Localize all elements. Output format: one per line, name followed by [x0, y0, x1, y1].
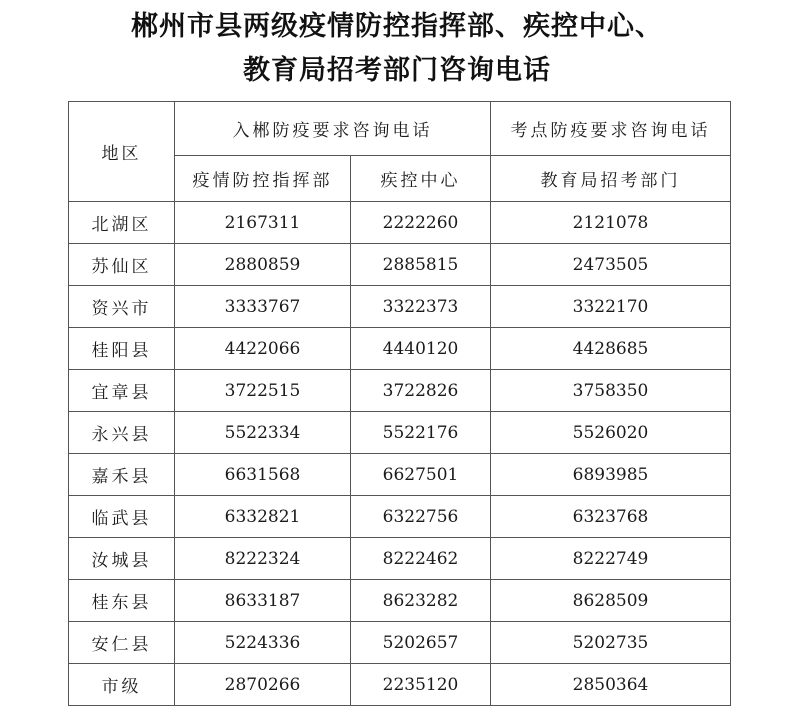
cdc-phone: 6627501 — [351, 454, 491, 496]
region-cell: 桂东县 — [69, 580, 175, 622]
command-center-phone: 2870266 — [175, 664, 351, 706]
cdc-phone: 8623282 — [351, 580, 491, 622]
table-row — [69, 496, 731, 538]
command-center-phone: 4422066 — [175, 328, 351, 370]
table-row — [69, 286, 731, 328]
cdc-phone: 3322373 — [351, 286, 491, 328]
region-cell: 市级 — [69, 664, 175, 706]
command-center-phone: 2880859 — [175, 244, 351, 286]
cdc-phone: 5202657 — [351, 622, 491, 664]
cdc-phone: 6322756 — [351, 496, 491, 538]
region-cell: 苏仙区 — [69, 244, 175, 286]
header-region: 地区 — [69, 102, 175, 202]
region-cell: 桂阳县 — [69, 328, 175, 370]
table-row — [69, 370, 731, 412]
education-bureau-phone: 2473505 — [491, 244, 731, 286]
table-row — [69, 580, 731, 622]
region-cell: 汝城县 — [69, 538, 175, 580]
command-center-phone: 2167311 — [175, 202, 351, 244]
region-cell: 资兴市 — [69, 286, 175, 328]
region-cell: 安仁县 — [69, 622, 175, 664]
table-row — [69, 454, 731, 496]
cdc-phone: 3722826 — [351, 370, 491, 412]
region-cell: 永兴县 — [69, 412, 175, 454]
region-cell: 嘉禾县 — [69, 454, 175, 496]
document-title-line1: 郴州市县两级疫情防控指挥部、疾控中心、 — [131, 11, 663, 42]
education-bureau-phone: 5202735 — [491, 622, 731, 664]
cdc-phone: 4440120 — [351, 328, 491, 370]
region-cell: 宜章县 — [69, 370, 175, 412]
cdc-phone: 2885815 — [351, 244, 491, 286]
header-exam-site-inquiry: 考点防疫要求咨询电话 — [491, 102, 731, 156]
region-cell: 北湖区 — [69, 202, 175, 244]
command-center-phone: 6631568 — [175, 454, 351, 496]
table-row — [69, 538, 731, 580]
header-cdc: 疾控中心 — [351, 156, 491, 202]
header-entry-inquiry: 入郴防疫要求咨询电话 — [175, 102, 491, 156]
education-bureau-phone: 2121078 — [491, 202, 731, 244]
command-center-phone: 8633187 — [175, 580, 351, 622]
cdc-phone: 5522176 — [351, 412, 491, 454]
education-bureau-phone: 8222749 — [491, 538, 731, 580]
education-bureau-phone: 8628509 — [491, 580, 731, 622]
cdc-phone: 8222462 — [351, 538, 491, 580]
contact-phone-table — [68, 101, 731, 706]
education-bureau-phone: 4428685 — [491, 328, 731, 370]
document-title-line2: 教育局招考部门咨询电话 — [243, 55, 551, 86]
table-row — [69, 244, 731, 286]
education-bureau-phone: 6323768 — [491, 496, 731, 538]
header-command-center: 疫情防控指挥部 — [175, 156, 351, 202]
header-row-1 — [69, 102, 731, 156]
cdc-phone: 2222260 — [351, 202, 491, 244]
command-center-phone: 5522334 — [175, 412, 351, 454]
command-center-phone: 8222324 — [175, 538, 351, 580]
command-center-phone: 3333767 — [175, 286, 351, 328]
command-center-phone: 5224336 — [175, 622, 351, 664]
table-row — [69, 202, 731, 244]
education-bureau-phone: 3322170 — [491, 286, 731, 328]
education-bureau-phone: 5526020 — [491, 412, 731, 454]
cdc-phone: 2235120 — [351, 664, 491, 706]
table-row — [69, 622, 731, 664]
table-body — [69, 202, 731, 706]
table-row — [69, 328, 731, 370]
region-cell: 临武县 — [69, 496, 175, 538]
header-education-bureau: 教育局招考部门 — [491, 156, 731, 202]
education-bureau-phone: 6893985 — [491, 454, 731, 496]
education-bureau-phone: 2850364 — [491, 664, 731, 706]
command-center-phone: 3722515 — [175, 370, 351, 412]
table-row — [69, 664, 731, 706]
command-center-phone: 6332821 — [175, 496, 351, 538]
education-bureau-phone: 3758350 — [491, 370, 731, 412]
table-row — [69, 412, 731, 454]
